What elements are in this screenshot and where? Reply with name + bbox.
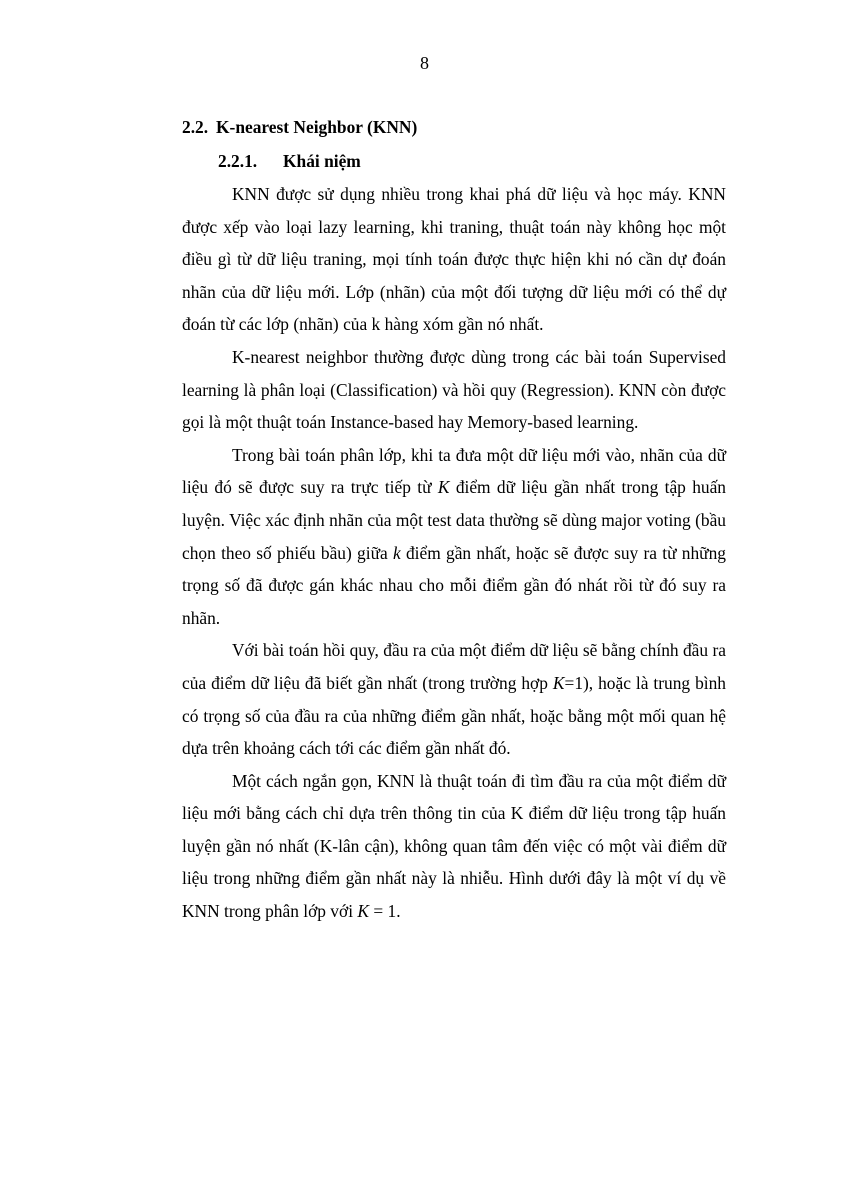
- paragraph-text: =1), hoặc là trung bình có trọng số của đầu ra của những điểm gần nhất, hoặc bằng một mối quan hệ dựa trên khoảng cách tới các điểm gần nhất đó.: [182, 672, 726, 759]
- paragraph-text: Một cách ngắn gọn, KNN là thuật toán đi tìm đầu ra của một điểm dữ liệu mới bằng cách chỉ dựa trên thông tin của K điểm dữ liệu trong tập huấn luyện gần nó nhất (K-lân cận), không quan tâm đến việc có một vài điểm dữ liệu trong những điểm gần nhất này là nhiễu. Hình dưới đây là một ví dụ về KNN trong phân lớp với: [182, 770, 726, 922]
- paragraph-text: Với bài toán hồi quy, đầu ra của một điểm dữ liệu sẽ bằng chính đầu ra của điểm dữ liệu đã biết gần nhất (trong trường hợp: [182, 640, 726, 693]
- math-variable: K: [552, 672, 565, 693]
- section-heading: [182, 116, 726, 138]
- paragraph-concept: KNN được sử dụng nhiều trong khai phá dữ liệu và học máy. KNN được xếp vào loại lazy learning, khi traning, thuật toán này không học một điều gì từ dữ liệu traning, mọi tính toán được thực hiện khi nó cần dự đoán nhãn của dữ liệu mới. Lớp (nhãn) của một đối tượng dữ liệu mới có thể dự đoán từ các lớp (nhãn) của k hàng xóm gần nó nhất.: [182, 184, 726, 335]
- paragraph-text: = 1.: [369, 901, 401, 922]
- paragraph-classification: [182, 439, 726, 635]
- paragraph-regression: [182, 634, 726, 764]
- math-variable: K: [437, 477, 450, 498]
- math-variable: K: [357, 901, 369, 922]
- section-title: K-nearest Neighbor (KNN): [216, 117, 418, 137]
- paragraph-summary: [182, 765, 726, 928]
- subsection-number: 2.2.1.: [218, 151, 258, 171]
- paragraph-text: Trong bài toán phân lớp, khi ta đưa một dữ liệu mới vào, nhãn của dữ liệu đó sẽ được suy ra trực tiếp từ: [182, 444, 726, 498]
- subsection-title: Khái niệm: [283, 151, 361, 171]
- page-content: [182, 116, 726, 928]
- paragraph-text: điểm dữ liệu gần nhất trong tập huấn luyện. Việc xác định nhãn của một test data thường sẽ dùng major voting (bầu chọn theo số phiếu bầu) giữa: [182, 477, 727, 563]
- subsection-heading: [218, 150, 726, 172]
- paragraph-text: điểm gần nhất, hoặc sẽ được suy ra từ những trọng số đã được gán khác nhau cho mỗi điểm gần đó nhát rồi từ đó suy ra nhãn.: [182, 542, 726, 628]
- page-number: 8: [420, 53, 429, 73]
- paragraph-usage: K-nearest neighbor thường được dùng trong các bài toán Supervised learning là phân loại (Classification) và hồi quy (Regression). KNN còn được gọi là một thuật toán Instance-based hay Memory-based learning.: [182, 346, 726, 433]
- section-number: 2.2.: [182, 117, 209, 137]
- math-variable: k: [392, 542, 401, 563]
